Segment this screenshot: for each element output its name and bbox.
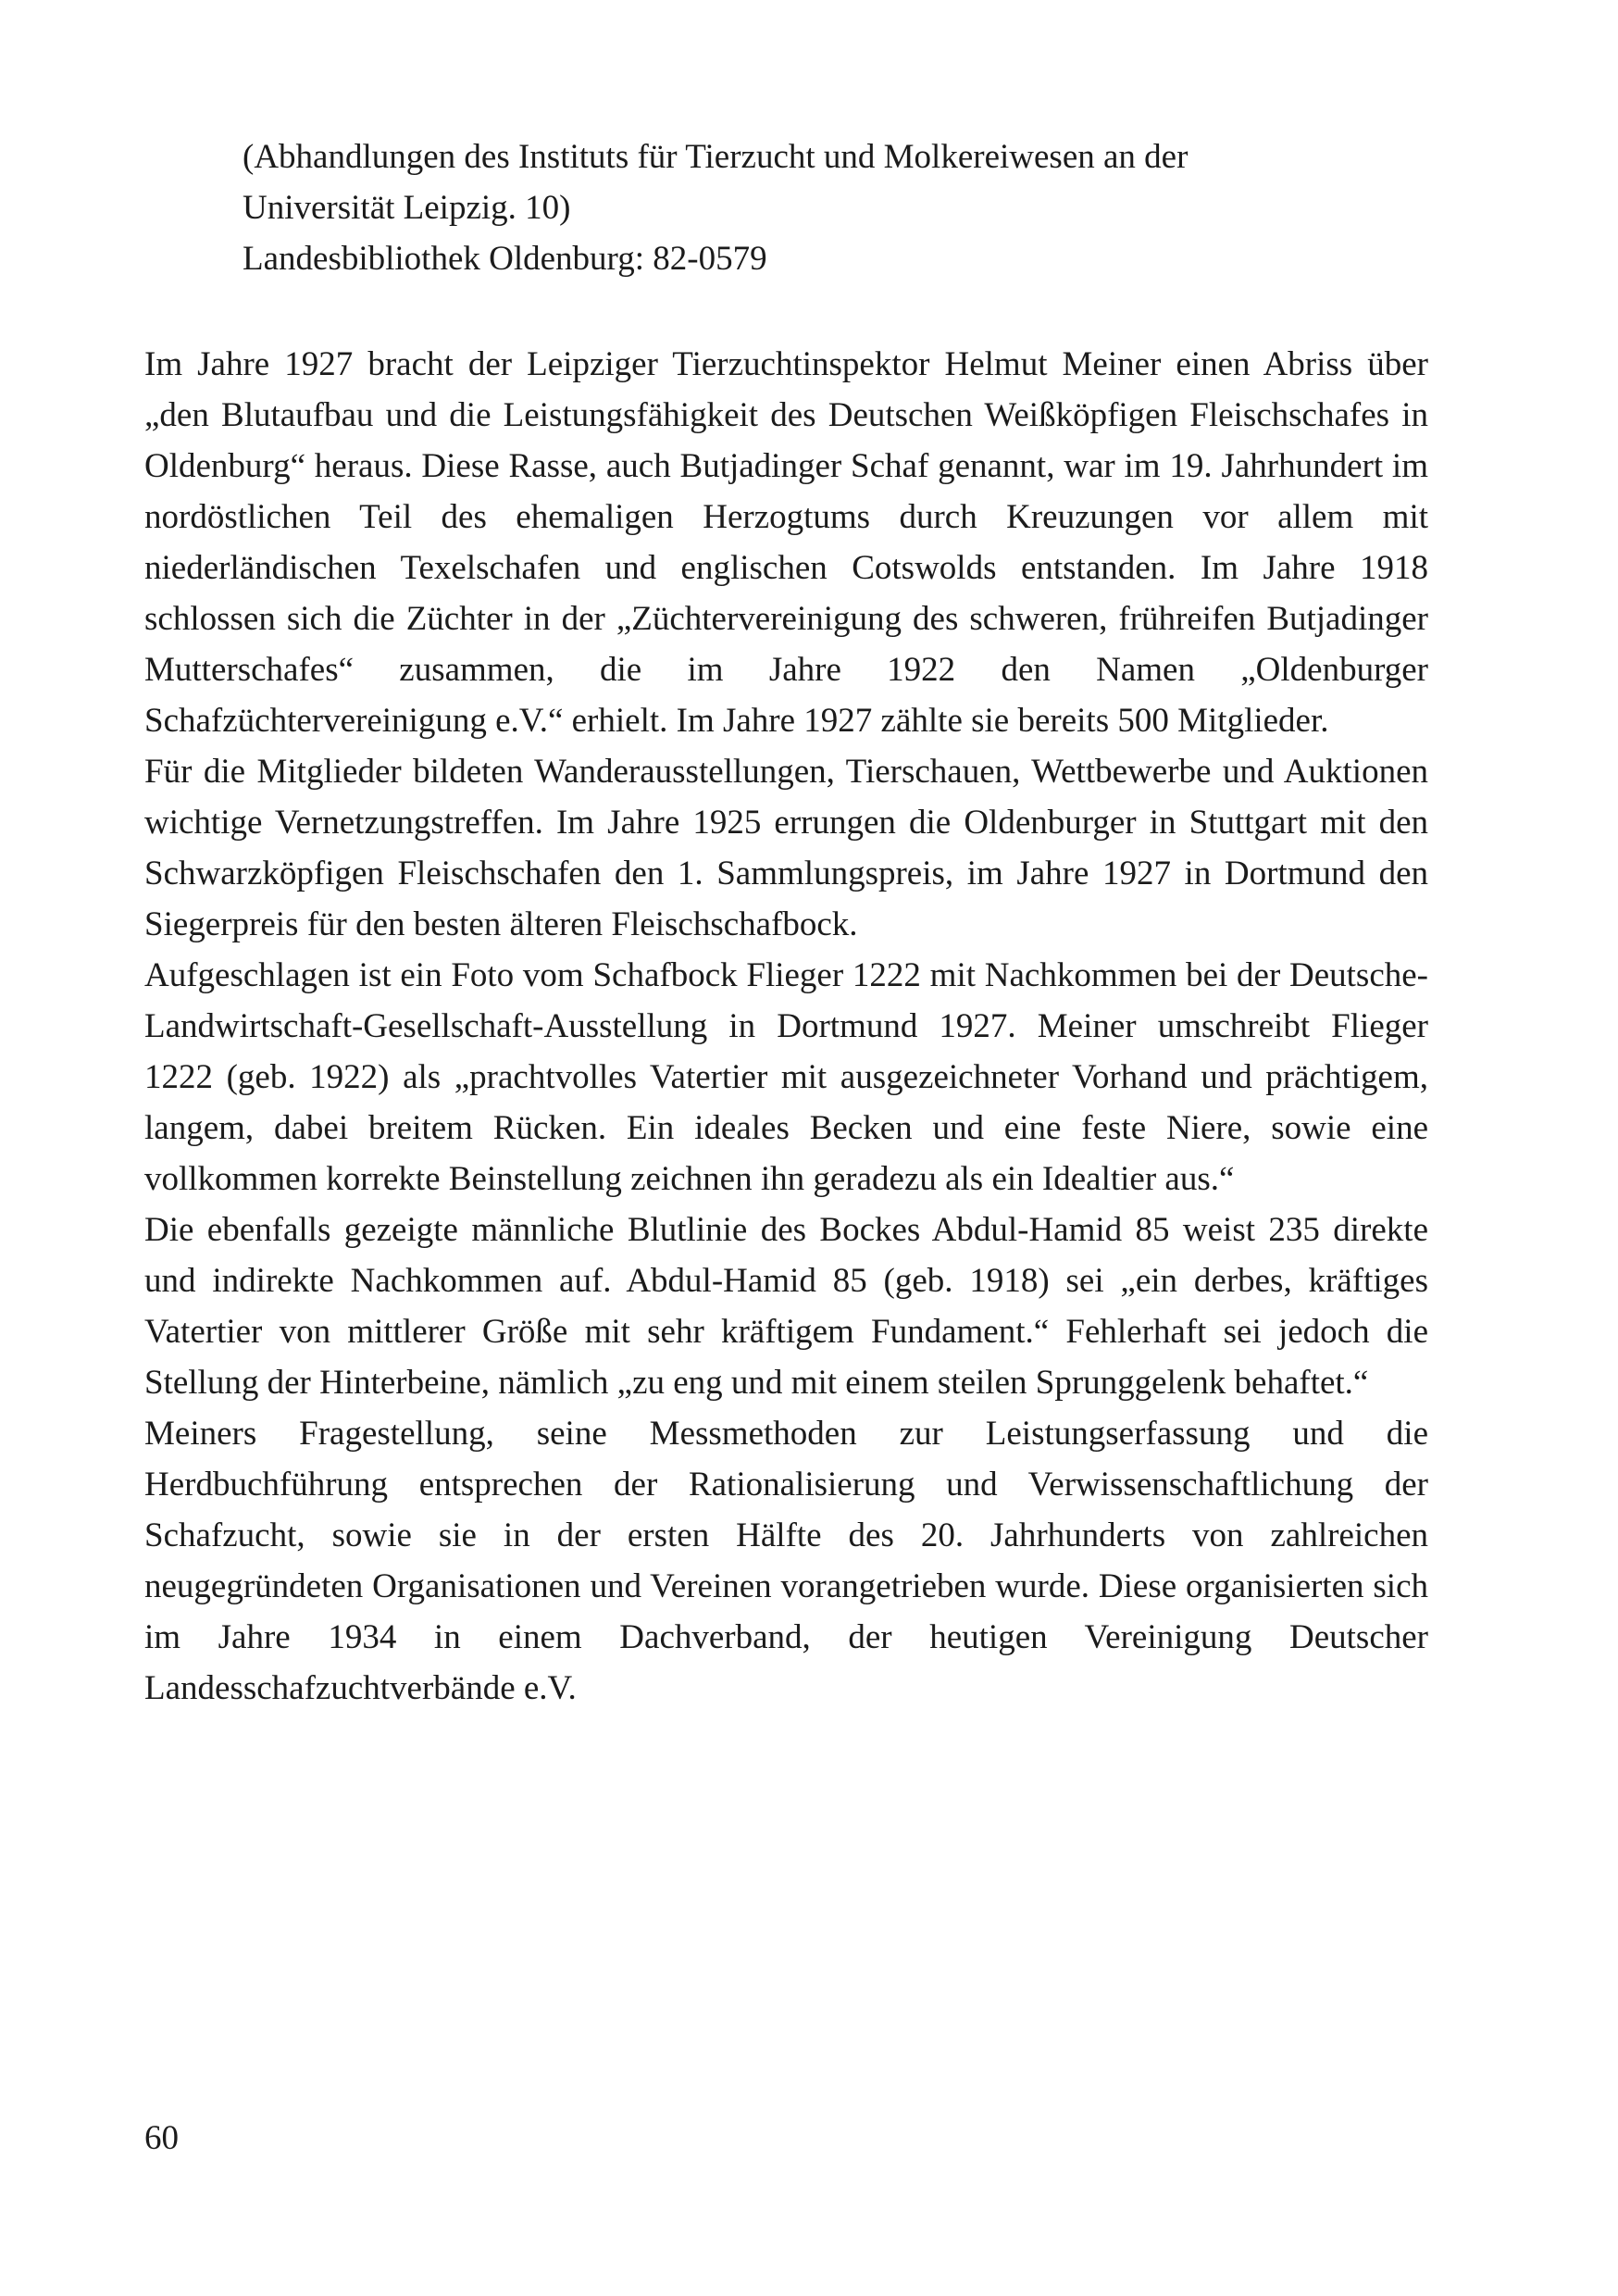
- citation-series-line: (Abhandlungen des Instituts für Tierzucht und Molkereiwesen an der: [243, 138, 1189, 176]
- paragraph-rationalisierung: Meiners Fragestellung, seine Messmethoden zur Leistungserfassung und die Herdbuchführung entsprechen der Rationalisierung und Verwissenschaftlichung der Schafzucht, sowie sie in der ersten Hälfte des 20. Jahrhunderts von zahlreichen neugegründeten Organisationen und Vereinen vorangetrieben wurde. Diese organisierten sich im Jahre 1934 in einem Dachverband, der heutigen Vereinigung Deutscher Landesschafzuchtverbände e.V.: [144, 1415, 1428, 1707]
- page-number: 60: [144, 2119, 179, 2157]
- paragraph-ausstellungen: Für die Mitglieder bildeten Wanderausstellungen, Tierschauen, Wettbewerbe und Auktionen wichtige Vernetzungstreffen. Im Jahre 1925 errungen die Oldenburger in Stuttgart mit den Schwarzköpfigen Fleischschafen den 1. Sammlungspreis, im Jahre 1927 in Dortmund den Siegerpreis für den besten älteren Fleischschafbock.: [144, 753, 1428, 943]
- paragraph-flieger-1222: Aufgeschlagen ist ein Foto vom Schafbock Flieger 1222 mit Nachkommen bei der Deutsche-Landwirtschaft-Gesellschaft-Ausstellung in Dortmund 1927. Meiner umschreibt Flieger 1222 (geb. 1922) als „prachtvolles Vatertier mit ausgezeichneter Vorhand und prächtigem, langem, dabei breitem Rücken. Ein ideales Becken und eine feste Niere, sowie eine vollkommen korrekte Beinstellung zeichnen ihn geradezu als ein Idealtier aus.“: [144, 956, 1428, 1198]
- bibliographic-citation: [243, 131, 1446, 284]
- citation-shelfmark-line: Landesbibliothek Oldenburg: 82-0579: [243, 240, 767, 278]
- body-text: [144, 339, 1428, 1714]
- paragraph-meiner-abriss: Im Jahre 1927 bracht der Leipziger Tierzuchtinspektor Helmut Meiner einen Abriss über „den Blutaufbau und die Leistungsfähigkeit des Deutschen Weißköpfigen Fleischschafes in Oldenburg“ heraus. Diese Rasse, auch Butjadinger Schaf genannt, war im 19. Jahrhundert im nordöstlichen Teil des ehemaligen Herzogtums durch Kreuzungen vor allem mit niederländischen Texelschafen und englischen Cotswolds entstanden. Im Jahre 1918 schlossen sich die Züchter in der „Züchtervereinigung des schweren, frühreifen Butjadinger Mutterschafes“ zusammen, die im Jahre 1922 den Namen „Oldenburger Schafzüchtervereinigung e.V.“ erhielt. Im Jahre 1927 zählte sie bereits 500 Mitglieder.: [144, 345, 1428, 740]
- citation-university-line: Universität Leipzig. 10): [243, 189, 571, 227]
- paragraph-abdul-hamid-85: Die ebenfalls gezeigte männliche Blutlinie des Bockes Abdul-Hamid 85 weist 235 direkte und indirekte Nachkommen auf. Abdul-Hamid 85 (geb. 1918) sei „ein derbes, kräftiges Vatertier von mittlerer Größe mit sehr kräftigem Fundament.“ Fehlerhaft sei jedoch die Stellung der Hinterbeine, nämlich „zu eng und mit einem steilen Sprunggelenk behaftet.“: [144, 1211, 1428, 1402]
